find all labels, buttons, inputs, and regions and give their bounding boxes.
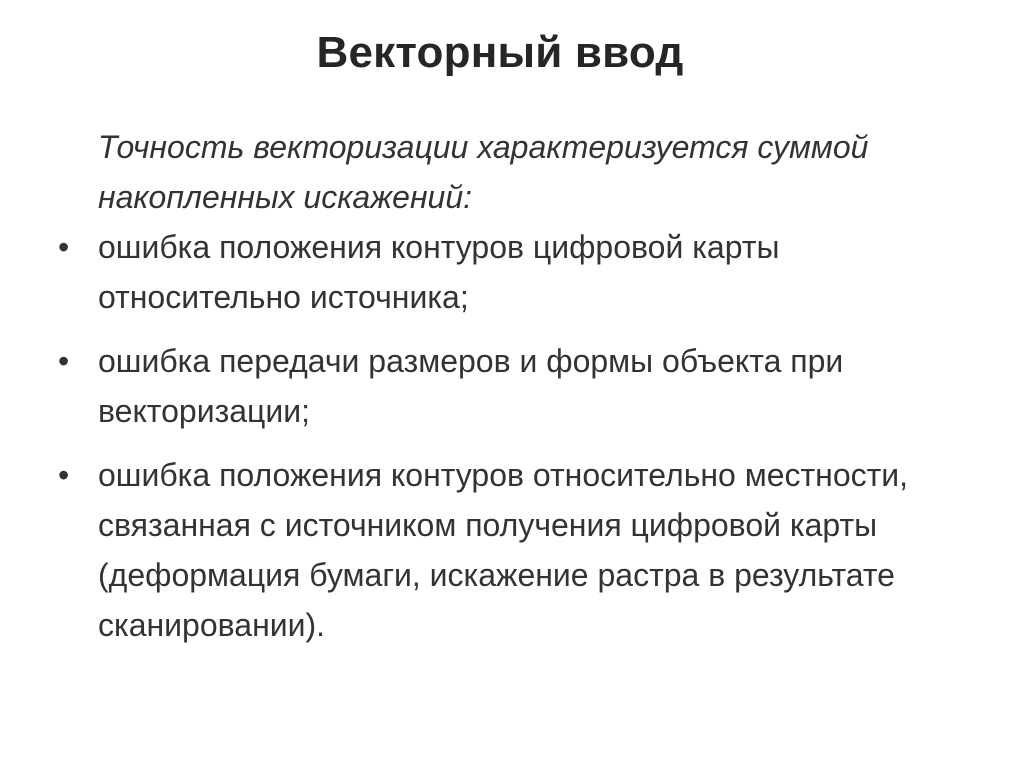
bullet-text: ошибка передачи размеров и формы объекта при векторизации; [98,343,844,429]
bullet-list [0,222,1000,664]
bullet-icon: • [58,229,70,265]
bullet-item [0,450,968,650]
bullet-icon: • [58,457,70,493]
bullet-item [0,336,968,436]
slide-title: Векторный ввод [316,28,684,77]
bullet-item [0,222,968,322]
bullet-text: ошибка положения контуров цифровой карты относительно источника; [98,229,780,315]
bullet-text: ошибка положения контуров относительно местности, связанная с источником получения цифровой карты (деформация бумаги, искажение растра в результате сканировании). [98,457,909,643]
intro-text: Точность векторизации характеризуется суммой накопленных искажений: [98,129,869,215]
bullet-icon: • [58,343,70,379]
